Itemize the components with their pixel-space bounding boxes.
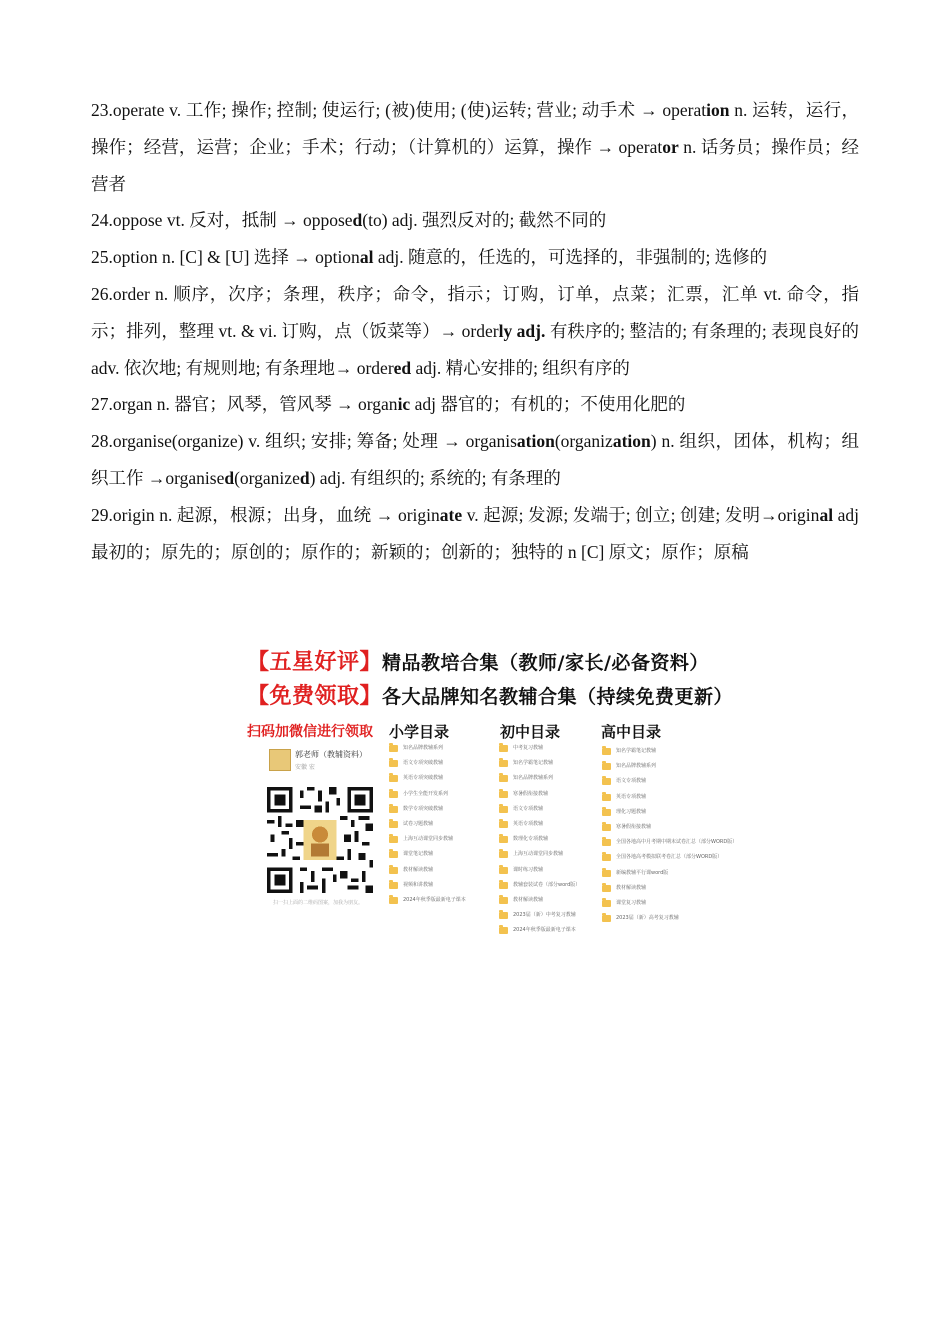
folder-item (602, 913, 712, 928)
folder-icon (389, 791, 398, 798)
entry-text: adj. 随意的，任选的，可选择的，非强制的; 选修的 (373, 247, 768, 268)
entry-text: adj 器官的；有机的；不使用化肥的 (410, 394, 686, 415)
folder-icon (499, 851, 508, 858)
folder-icon (389, 851, 398, 858)
folder-item (602, 898, 712, 913)
folder-icon (602, 900, 611, 907)
folder-item (499, 925, 595, 940)
folder-label: 全国各地高中月考期中期末试卷汇总（部分WORD版） (616, 839, 738, 846)
folder-label: 理化习题教辅 (616, 808, 647, 815)
folder-item (389, 819, 493, 834)
bold-suffix: or (662, 136, 679, 157)
bold-suffix: al (359, 247, 374, 268)
entry-text: n. 运转，运行，操作；经营，运营；企业；手术；行动；（计算机的）运算，操作 → operat (91, 100, 859, 157)
entry-text: ) adj. 有组织的; 系统的; 有条理的 (309, 467, 561, 488)
folder-icon (602, 809, 611, 816)
folder-icon (602, 839, 611, 846)
entry-text: 25.option n. [C] & [U] 选择 → option (91, 247, 360, 268)
folder-label: 课堂笔记教辅 (403, 851, 434, 858)
bold-suffix: ion (706, 100, 730, 120)
folder-icon (389, 882, 398, 889)
middle-catalog-title: 初中目录 (500, 723, 561, 741)
folder-item (499, 910, 595, 925)
folder-icon (499, 912, 508, 919)
bold-suffix: ed (393, 357, 412, 378)
qr-caption: 扫一扫上面的二维码图案，加我为朋友。 (273, 900, 364, 906)
promo-line-1 (247, 645, 709, 676)
folder-icon (499, 836, 508, 843)
bold-suffix: d (224, 467, 235, 488)
contact-name: 郭老师（教辅资料） (295, 750, 367, 759)
folder-icon (602, 763, 611, 770)
entry-text: adj 最初的；原先的；原创的；原作的；新颖的；创新的；独特的 n [C] 原文；原作；原稿 (91, 504, 859, 562)
promo-line-2-text: 各大品牌知名教辅合集（持续免费更新） (382, 686, 734, 708)
folder-item (389, 789, 493, 804)
folder-label: 2023届（新）高考复习教辅 (616, 915, 679, 922)
folder-item (389, 773, 493, 788)
entry-text: ) n. 组织，团体，机构；组织工作 →organise (91, 431, 860, 488)
folder-item (602, 822, 712, 837)
folder-label: 教辅套装试卷（部分word版） (513, 881, 581, 888)
promo-banner (243, 641, 738, 934)
folder-label: 小学生全能开发系列 (403, 790, 449, 797)
entry-text: 23.operate v. 工作; 操作; 控制; 使运行; (被)使用; (使)运转; 营业; 动手术 → operat (91, 100, 707, 120)
folder-icon (389, 836, 398, 843)
folder-icon (499, 927, 508, 934)
folder-label: 试卷习题教辅 (403, 820, 434, 827)
vocab-entry (91, 423, 859, 497)
folder-icon (602, 915, 611, 922)
vocab-entry (91, 239, 859, 276)
contact-region: 安徽 宏 (295, 764, 315, 771)
folder-item (602, 792, 712, 807)
folder-icon (389, 897, 398, 904)
folder-icon (499, 806, 508, 813)
folder-icon (602, 854, 611, 861)
entry-text: (organize (234, 467, 300, 488)
folder-icon (499, 867, 508, 874)
bold-suffix: al (819, 504, 834, 525)
entry-text: n. 话务员；操作员；经营者 (91, 136, 859, 194)
folder-icon (389, 821, 398, 828)
folder-label: 寒暑假衔接教辅 (513, 790, 549, 797)
folder-icon (499, 882, 508, 889)
folder-icon (389, 775, 398, 782)
folder-label: 上海互动课堂同步教辅 (513, 851, 564, 858)
bold-suffix: ation (612, 431, 651, 452)
folder-label: 教材解读教辅 (616, 884, 647, 891)
folder-label: 语文专项教辅 (513, 805, 544, 812)
avatar (269, 749, 291, 771)
folder-item (602, 807, 712, 822)
folder-label: 视频和讲教辅 (403, 881, 434, 888)
folder-icon (499, 791, 508, 798)
folder-label: 中考复习教辅 (513, 745, 544, 751)
folder-icon (389, 760, 398, 767)
folder-label: 课堂复习教辅 (616, 899, 647, 906)
entry-text: 26.order n. 顺序，次序；条理，秩序；命令，指示；订购，订单，点菜；汇票，汇单 vt. 命令，指示；排列，整理 vt. & vi. 订购，点（饭菜等）→ order (91, 283, 859, 341)
folder-label: 知名学霸笔记教辅 (616, 748, 657, 754)
entry-text: 27.organ n. 器官；风琴，管风琴 → organ (91, 394, 398, 415)
folder-item (499, 834, 595, 849)
entry-text: 有秩序的; 整洁的; 有条理的; 表现良好的 adv. 依次地; 有规则地; 有条理地→ order (91, 320, 859, 378)
bold-suffix: ate (439, 504, 463, 525)
folder-item (389, 834, 493, 849)
folder-icon (602, 778, 611, 785)
folder-label: 新编教辅平行课word版 (616, 869, 669, 876)
entry-text: (to) adj. 强烈反对的; 截然不同的 (362, 210, 607, 231)
bold-suffix: ic (397, 394, 411, 415)
folder-item (499, 865, 595, 880)
entry-text: 29.origin n. 起源，根源；出身，血统 → origin (91, 504, 440, 525)
folder-label: 课时练习教辅 (513, 866, 544, 873)
entry-text: (organiz (554, 431, 613, 452)
folder-icon (602, 794, 611, 801)
folder-item (389, 849, 493, 864)
folder-label: 全国各地高考模拟联考卷汇总（部分WORD版） (616, 854, 723, 861)
folder-item (602, 746, 712, 761)
folder-item (499, 743, 595, 758)
promo-line-1-text: 精品教培合集（教师/家长/必备资料） (382, 652, 709, 674)
vocab-entry (91, 386, 859, 423)
folder-icon (602, 870, 611, 877)
bold-suffix: d (352, 210, 363, 231)
folder-label: 教材解读教辅 (513, 896, 544, 903)
folder-icon (602, 748, 611, 755)
folder-item (389, 895, 493, 910)
folder-label: 知名品牌教辅系列 (403, 745, 444, 751)
folder-item (602, 883, 712, 898)
folder-item (602, 852, 723, 867)
folder-label: 英语专项突破教辅 (403, 775, 444, 782)
high-catalog-list (602, 746, 738, 928)
folder-label: 知名品牌教辅系列 (513, 775, 554, 782)
folder-item (499, 895, 595, 910)
folder-label: 2023届（新）中考复习教辅 (513, 912, 576, 919)
folder-icon (499, 821, 508, 828)
folder-icon (602, 885, 611, 892)
folder-label: 寒暑假衔接教辅 (616, 823, 652, 830)
folder-label: 英语专项教辅 (616, 793, 647, 800)
folder-item (499, 880, 595, 895)
folder-item (602, 776, 712, 791)
folder-item (389, 865, 493, 880)
folder-label: 语文专项教辅 (616, 778, 647, 785)
folder-item (499, 789, 595, 804)
folder-icon (602, 824, 611, 831)
folder-item (602, 837, 738, 852)
middle-catalog-list (499, 743, 595, 940)
folder-item (389, 880, 493, 895)
folder-label: 语文专项突破教辅 (403, 760, 444, 767)
folder-item (389, 758, 493, 773)
vocab-entry (91, 276, 859, 386)
entry-text: 28.organise(organize) v. 组织; 安排; 筹备; 处理 → organis (91, 431, 517, 452)
folder-label: 英语专项教辅 (513, 820, 544, 827)
folder-icon (389, 806, 398, 813)
folder-item (499, 849, 595, 864)
folder-item (499, 804, 595, 819)
entry-text: v. 起源; 发源; 发端于; 创立; 创建; 发明→origin (462, 504, 820, 525)
high-catalog-title: 高中目录 (601, 723, 662, 741)
folder-item (499, 773, 595, 788)
folder-label: 上海互动课堂同步教辅 (403, 836, 454, 843)
folder-item (389, 804, 493, 819)
folder-label: 知名品牌教辅系列 (616, 763, 657, 770)
vocab-entry (91, 497, 859, 571)
vocab-entry (91, 202, 859, 239)
primary-catalog-list (389, 743, 493, 910)
folder-icon (389, 745, 398, 752)
entry-text: 24.oppose vt. 反对，抵制 → oppose (91, 210, 353, 231)
folder-item (389, 743, 493, 758)
folder-icon (389, 867, 398, 874)
folder-label: 数理化专项教辅 (513, 836, 549, 843)
wechat-contact (269, 749, 379, 773)
vocabulary-list (91, 92, 859, 570)
folder-item (499, 819, 595, 834)
folder-icon (499, 775, 508, 782)
promo-line-2 (247, 679, 733, 710)
bold-suffix: d (299, 467, 310, 488)
qr-code-icon (267, 787, 373, 893)
scan-label: 扫码加微信进行领取 (247, 724, 373, 740)
folder-label: 数学专项突破教辅 (403, 805, 444, 812)
entry-text: adj. 精心安排的; 组织有序的 (411, 357, 630, 378)
bold-suffix: ly adj. (498, 320, 546, 341)
folder-item (499, 758, 595, 773)
promo-line-2-highlight: 【免费领取】 (247, 684, 383, 709)
folder-label: 知名学霸笔记教辅 (513, 760, 554, 767)
vocab-entry (91, 92, 859, 202)
folder-label: 教材解读教辅 (403, 866, 434, 873)
folder-label: 2024年秋季版最新电子课本 (513, 927, 576, 934)
bold-suffix: ation (516, 431, 555, 452)
folder-item (602, 868, 712, 883)
folder-icon (499, 745, 508, 752)
folder-icon (499, 897, 508, 904)
primary-catalog-title: 小学目录 (389, 723, 450, 741)
folder-label: 2024年秋季版最新电子课本 (403, 896, 466, 903)
folder-icon (499, 760, 508, 767)
folder-item (602, 761, 712, 776)
promo-line-1-highlight: 【五星好评】 (247, 650, 383, 675)
